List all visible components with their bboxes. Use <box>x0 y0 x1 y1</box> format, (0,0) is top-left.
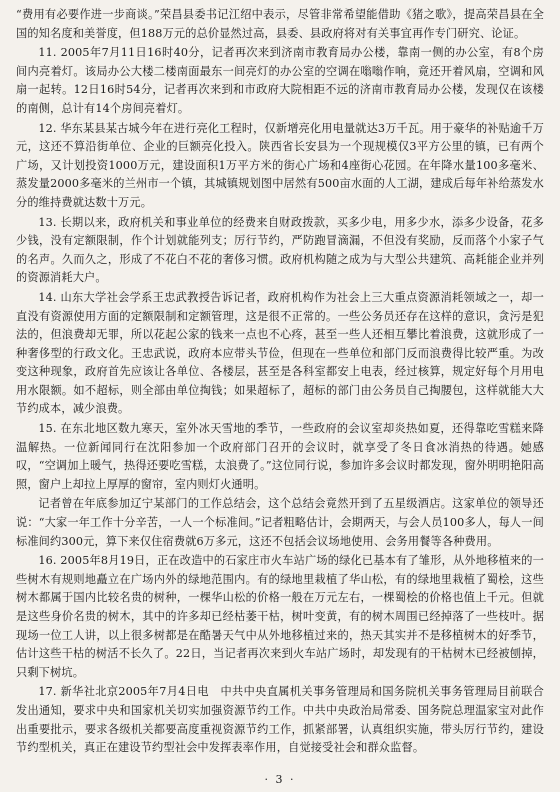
paragraph-14: 14. 山东大学社会学系王忠武教授告诉记者，政府机构作为社会上三大重点资源消耗领域之一，却一直没有资源使用方面的定额限制和定额管理，这是很不正常的。一些公务员还存在这样的意识，贪污是犯法的，但浪费却无罪，所以花起公家的钱来一点也不心疼，甚至一些人还相互攀比着浪费，这就形成了一种奢侈型的行政文化。王忠武说，政府本应带头节俭，但现在一些单位和部门反而浪费得比较严重。为改变这种现象，政府首先应该让各单位、各楼层，甚至是各科室都安上电表，经过核算，规定好每个月用电用水限额。如不超标，则全部由单位掏钱；如果超标了，超标的部门由公务员自己掏腰包，这样就能大大节约成本，减少浪费。 <box>16 290 544 416</box>
paragraph-17: 17. 新华社北京2005年7月4日电 中共中央直属机关事务管理局和国务院机关事务管理局目前联合发出通知，要求中央和国家机关切实加强资源节约工作。中共中央政治局常委、国务院总理温家宝对此作出重要批示，要求各级机关都要高度重视资源节约工作，抓紧部署，认真组织实施，带头厉行节约，建设节约型机关，真正在建设节约型社会中发挥表率作用，自觉接受社会和群众监督。 <box>16 685 544 755</box>
page-number: · 3 · <box>264 773 296 786</box>
paragraph-15: 15. 在东北地区数九寒天，室外冰天雪地的季节，一些政府的会议室却炎热如夏，还得靠吃雪糕来降温解热。一位新闻同行在沈阳参加一个政府部门召开的会议时，就享受了冬日食冰消热的待遇。她感叹，“空调加上暖气，热得还要吃雪糕，太浪费了。”这位同行说，参加许多会议时都发现，窗外明明艳阳高照，窗户上却拉上厚厚的窗帘，室内则灯火通明。 <box>16 422 544 491</box>
paragraph-intro: “费用有必要作进一步商谈。”荣昌县委书记江绍中表示，尽管非常希望能借助《猪之歌》，提高荣昌县在全国的知名度和美誉度，但188万元的总价显然过高，县委、县政府将对有关事宜再作专门研究、论证。 <box>16 8 544 40</box>
paragraph-11: 11. 2005年7月11日16时40分，记者再次来到济南市教育局办公楼，靠南一侧的办公室，有8个房间内亮着灯。该局办公大楼二楼南面最东一间亮灯的办公室的空调在嗡嗡作响，竟还开着风扇，空调和风扇一起转。12日16时54分，记者再次来到和市政府大院相距不远的济南市教育局办公楼，发现仅在该楼的南侧，总计有14个房间亮着灯。 <box>16 46 544 115</box>
paragraph-15-continued: 记者曾在年底参加辽宁某部门的工作总结会，这个总结会竟然开到了五星级酒店。这家单位的领导还说：“大家一年工作十分辛苦，一人一个标准间。”记者粗略估计，会期两天，与会人员100多人，每人一间标准间约300元，算下来仅住宿费就6万多元，这还不包括会议场地使用、会务用餐等各种费用。 <box>16 497 544 548</box>
paragraph-16: 16. 2005年8月19日，正在改造中的石家庄市火车站广场的绿化已基本有了雏形，从外地移植来的一些树木有规则地矗立在广场内外的绿地范围内。有的绿地里栽植了华山松，有的绿地里栽植了蜀桧，这些树木都属于国内比较名贵的树种，一棵华山松的价格一般在万元左右，一棵蜀桧的价格也值上千元。但就是这些身价名贵的树木，其中的许多却已经枯萎干枯，树叶变黄，有的树木周围已经掉落了一些枝叶。据现场一位工人讲，以上很多树都是在酷暑天气中从外地移植过来的，热天其实并不是移植树木的好季节，估计这些干枯的树活不长久了。22日，当记者再次来到火车站广场时，却发现有的干枯树木已经被刨掉，只剩下树坑。 <box>16 554 544 679</box>
paragraph-12: 12. 华东某县某古城今年在进行亮化工程时，仅新增亮化用电量就达3万千瓦。用于豪华的补贴逾千万元，这还不算沿街单位、企业的巨额亮化投入。陕西省长安县为一个现规模仅3平方公里的镇，已有两个广场，又计划投资1000万元，建设面积1万平方米的街心广场和4座街心花园。在年降水量100多毫米、蒸发量2000多毫米的兰州市一个镇，其城镇规划图中居然有500亩水面的人工湖，建成后每年补给蒸发水分的维持费就达数十万元。 <box>16 121 544 209</box>
paragraph-13: 13. 长期以来，政府机关和事业单位的经费来自财政拨款，买多少电，用多少水，添多少设备，花多少钱，没有定额限制，作个计划就能列支；厉行节约，严防跑冒滴漏，不但没有奖励，反而落个小家子气的名声。久而久之，形成了不花白不花的奢侈习惯。政府机构随之成为与大型公共建筑、高耗能企业并列的资源消耗大户。 <box>16 215 544 285</box>
